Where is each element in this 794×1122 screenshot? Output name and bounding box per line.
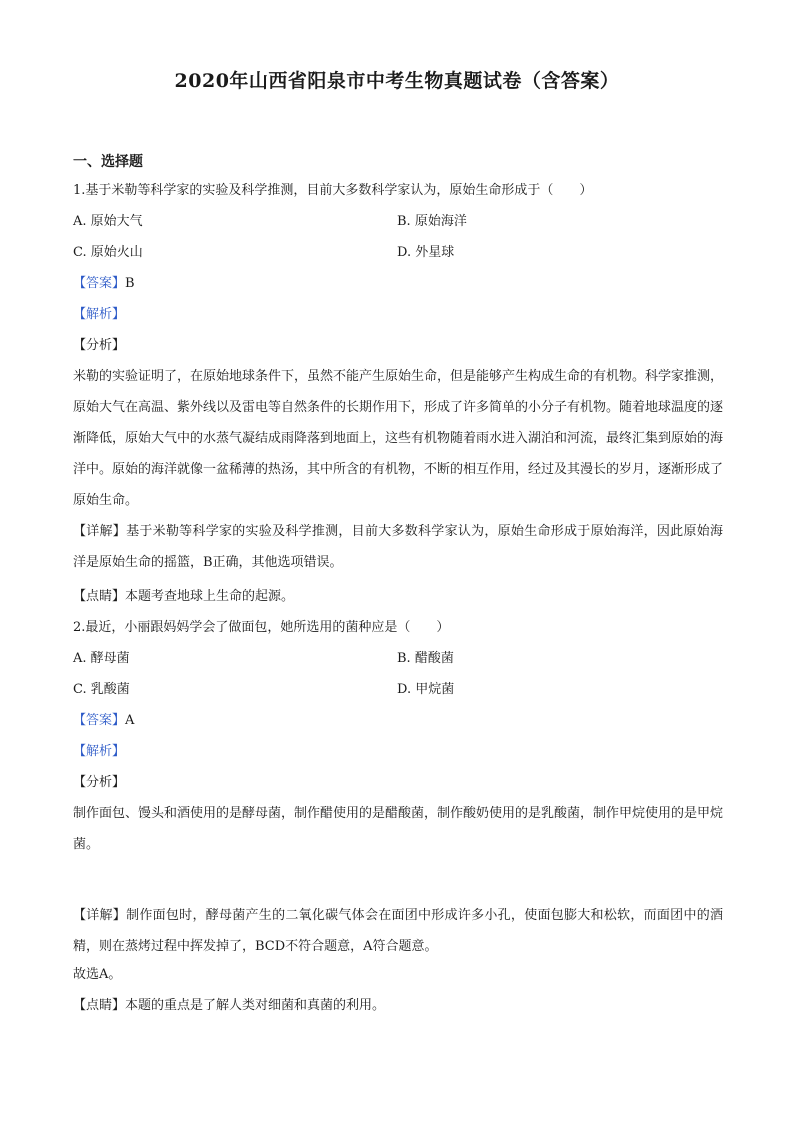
dianjing-text: 本题的重点是了解人类对细菌和真菌的利用。: [125, 998, 386, 1013]
fenxi-tag: 【分析】: [73, 775, 126, 790]
dianjing-text: 本题考查地球上生命的起源。: [125, 589, 295, 604]
dianjing-tag: 【点睛】: [73, 998, 126, 1013]
q2-option-b: B. 醋酸菌: [397, 651, 454, 666]
xiangjie-tag: 【详解】: [73, 908, 127, 923]
answer-tag: 【答案】: [73, 276, 126, 291]
dianjing-tag: 【点睛】: [73, 589, 126, 604]
answer-tag: 【答案】: [73, 713, 126, 728]
xiangjie-text: 制作面包时，酵母菌产生的二氧化碳气体会在面团中形成许多小孔，使面包膨大和松软，而面团中的酒精，则在蒸烤过程中挥发掉了，BCD不符合题意，A符合题意。: [73, 908, 723, 954]
q2-xiangjie: [73, 900, 723, 962]
q1-jiexi-tag: [73, 305, 125, 325]
section-heading: 一、选择题: [73, 154, 143, 170]
q2-fenxi-tag: [73, 773, 125, 793]
q2-conclusion: 故选A。: [73, 967, 122, 982]
q2-jiexi-tag: [73, 742, 125, 762]
page-title: 2020年山西省阳泉市中考生物真题试卷（含答案）: [174, 70, 620, 92]
question-1-stem: 1.基于米勒等科学家的实验及科学推测，目前大多数科学家认为，原始生命形成于（ ）: [73, 183, 593, 198]
q1-fenxi-tag: [73, 336, 125, 356]
q1-option-b: B. 原始海洋: [397, 214, 467, 229]
q2-option-a: A. 酵母菌: [73, 651, 130, 666]
answer-value: B: [125, 276, 135, 291]
q2-option-d: D. 甲烷菌: [397, 682, 455, 697]
q1-option-d: D. 外星球: [397, 245, 455, 260]
q1-fenxi-text: 米勒的实验证明了，在原始地球条件下，虽然不能产生原始生命，但是能够产生构成生命的有机物。科学家推测，原始大气在高温、紫外线以及雷电等自然条件的长期作用下，形成了许多简单的小分子有机物。随着地球温度的逐渐降低，原始大气中的水蒸气凝结成雨降落到地面上，这些有机物随着雨水进入湖泊和河流，最终汇集到原始的海洋中。原始的海洋就像一盆稀薄的热汤，其中所含的有机物，不断的相互作用，经过及其漫长的岁月，逐渐形成了原始生命。: [73, 369, 724, 508]
q2-answer: [73, 711, 134, 731]
q1-option-a: A. 原始大气: [73, 214, 143, 229]
q1-xiangjie: [73, 516, 723, 578]
xiangjie-text: 基于米勒等科学家的实验及科学推测，目前大多数科学家认为，原始生命形成于原始海洋，因此原始海洋是原始生命的摇篮，B正确，其他选项错误。: [73, 524, 723, 570]
q2-fenxi-text: 制作面包、馒头和酒使用的是酵母菌，制作醋使用的是醋酸菌，制作酸奶使用的是乳酸菌，制作甲烷使用的是甲烷菌。: [73, 806, 724, 852]
q2-dianjing: [73, 996, 385, 1016]
q1-option-c: C. 原始火山: [73, 245, 143, 260]
q2-option-c: C. 乳酸菌: [73, 682, 130, 697]
xiangjie-tag: 【详解】: [73, 524, 127, 539]
jiexi-tag: 【解析】: [73, 744, 126, 759]
q1-dianjing: [73, 587, 294, 607]
q1-answer: [73, 274, 135, 294]
question-2-stem: 2.最近，小丽跟妈妈学会了做面包，她所选用的菌种应是（ ）: [73, 620, 450, 635]
answer-value: A: [125, 713, 135, 728]
jiexi-tag: 【解析】: [73, 307, 126, 322]
fenxi-tag: 【分析】: [73, 338, 126, 353]
